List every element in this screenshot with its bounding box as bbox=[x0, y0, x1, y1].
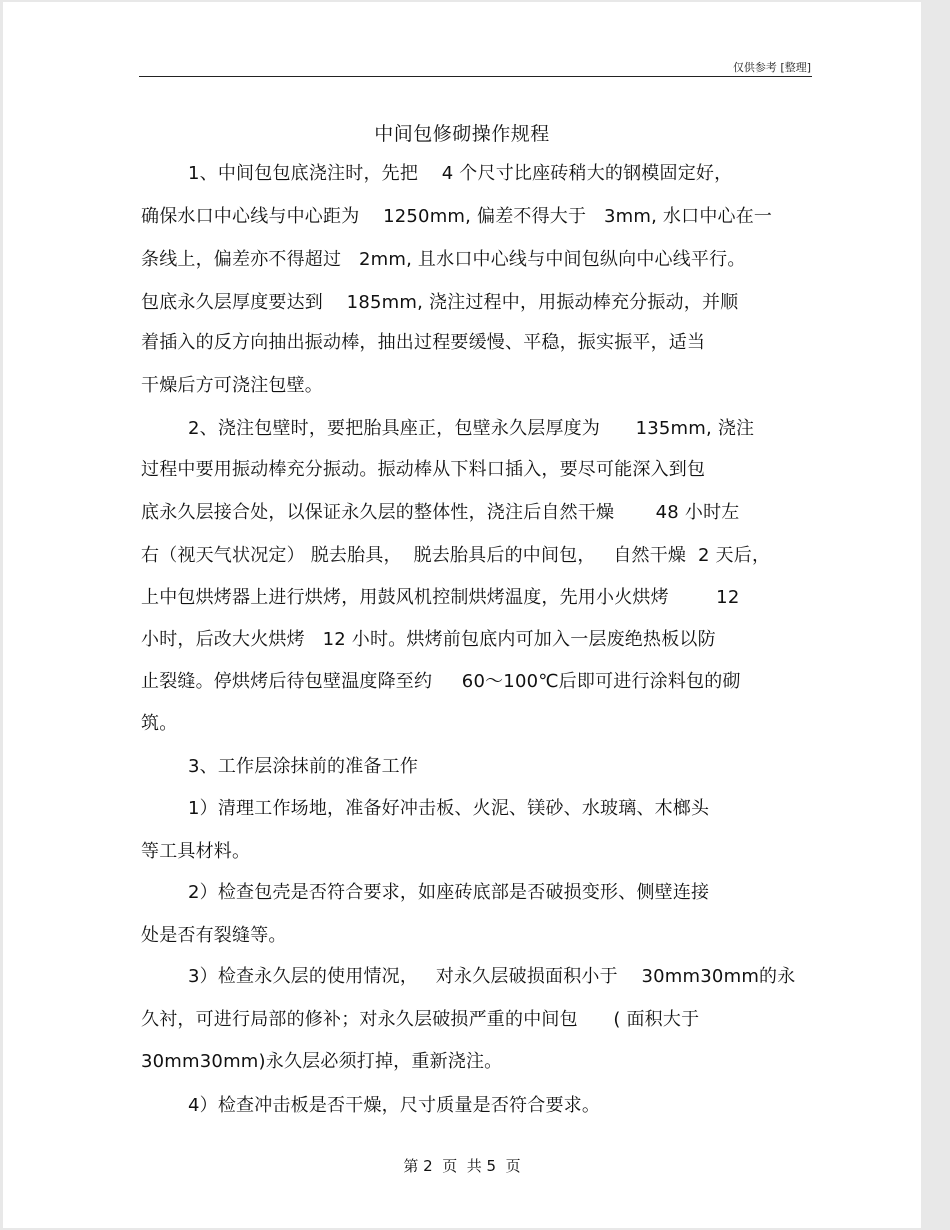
body-line: 干燥后方可浇注包壁。 bbox=[141, 375, 323, 396]
body-line: 右（视天气状况定） 脱去胎具， 脱去胎具后的中间包， 自然干燥 2 天后， bbox=[141, 545, 771, 566]
document-page bbox=[3, 2, 921, 1228]
body-line: 筑。 bbox=[141, 713, 178, 734]
document-title: 中间包修砌操作规程 bbox=[374, 123, 550, 145]
body-line: 着插入的反方向抽出振动棒，抽出过程要缓慢、平稳，振实振平，适当 bbox=[141, 332, 706, 353]
body-line: 底永久层接合处，以保证永久层的整体性，浇注后自然干燥 48 小时左 bbox=[141, 502, 740, 523]
page-number-footer: 第 2 页 共 5 页 bbox=[403, 1157, 521, 1175]
body-line: 2）检查包壳是否符合要求，如座砖底部是否破损变形、侧壁连接 bbox=[188, 882, 710, 903]
body-line: 过程中要用振动棒充分振动。振动棒从下料口插入，要尽可能深入到包 bbox=[141, 459, 706, 480]
body-line: 3）检查永久层的使用情况， 对永久层破损面积小于 30mm30mm的永 bbox=[188, 966, 796, 987]
body-line: 久衬，可进行局部的修补；对永久层破损严重的中间包 ( 面积大于 bbox=[141, 1009, 700, 1030]
header-divider bbox=[139, 76, 812, 77]
body-line: 2、浇注包壁时，要把胎具座正，包壁永久层厚度为 135mm, 浇注 bbox=[188, 418, 755, 439]
body-line: 等工具材料。 bbox=[141, 841, 251, 862]
body-line: 条线上，偏差亦不得超过 2mm, 且水口中心线与中间包纵向中心线平行。 bbox=[141, 249, 746, 270]
body-line: 止裂缝。停烘烤后待包壁温度降至约 60～100℃后即可进行涂料包的砌 bbox=[141, 671, 741, 692]
body-line: 处是否有裂缝等。 bbox=[141, 925, 287, 946]
section-heading: 3、工作层涂抹前的准备工作 bbox=[188, 756, 419, 777]
body-line: 确保水口中心线与中心距为 1250mm, 偏差不得大于 3mm, 水口中心在一 bbox=[141, 206, 773, 227]
body-line: 上中包烘烤器上进行烘烤，用鼓风机控制烘烤温度，先用小火烘烤 12 bbox=[141, 587, 740, 608]
body-line: 1）清理工作场地，准备好冲击板、火泥、镁砂、水玻璃、木榔头 bbox=[188, 798, 710, 819]
body-line: 包底永久层厚度要达到 185mm, 浇注过程中，用振动棒充分振动，并顺 bbox=[141, 292, 739, 313]
body-line: 1、中间包包底浇注时，先把 4 个尺寸比座砖稍大的钢模固定好， bbox=[188, 163, 733, 184]
header-note: 仅供参考 [整理] bbox=[732, 61, 811, 74]
body-line: 30mm30mm)永久层必须打掉，重新浇注。 bbox=[141, 1051, 503, 1072]
body-line: 4）检查冲击板是否干燥，尺寸质量是否符合要求。 bbox=[188, 1095, 601, 1116]
body-line: 小时，后改大火烘烤 12 小时。烘烤前包底内可加入一层废绝热板以防 bbox=[141, 629, 716, 650]
